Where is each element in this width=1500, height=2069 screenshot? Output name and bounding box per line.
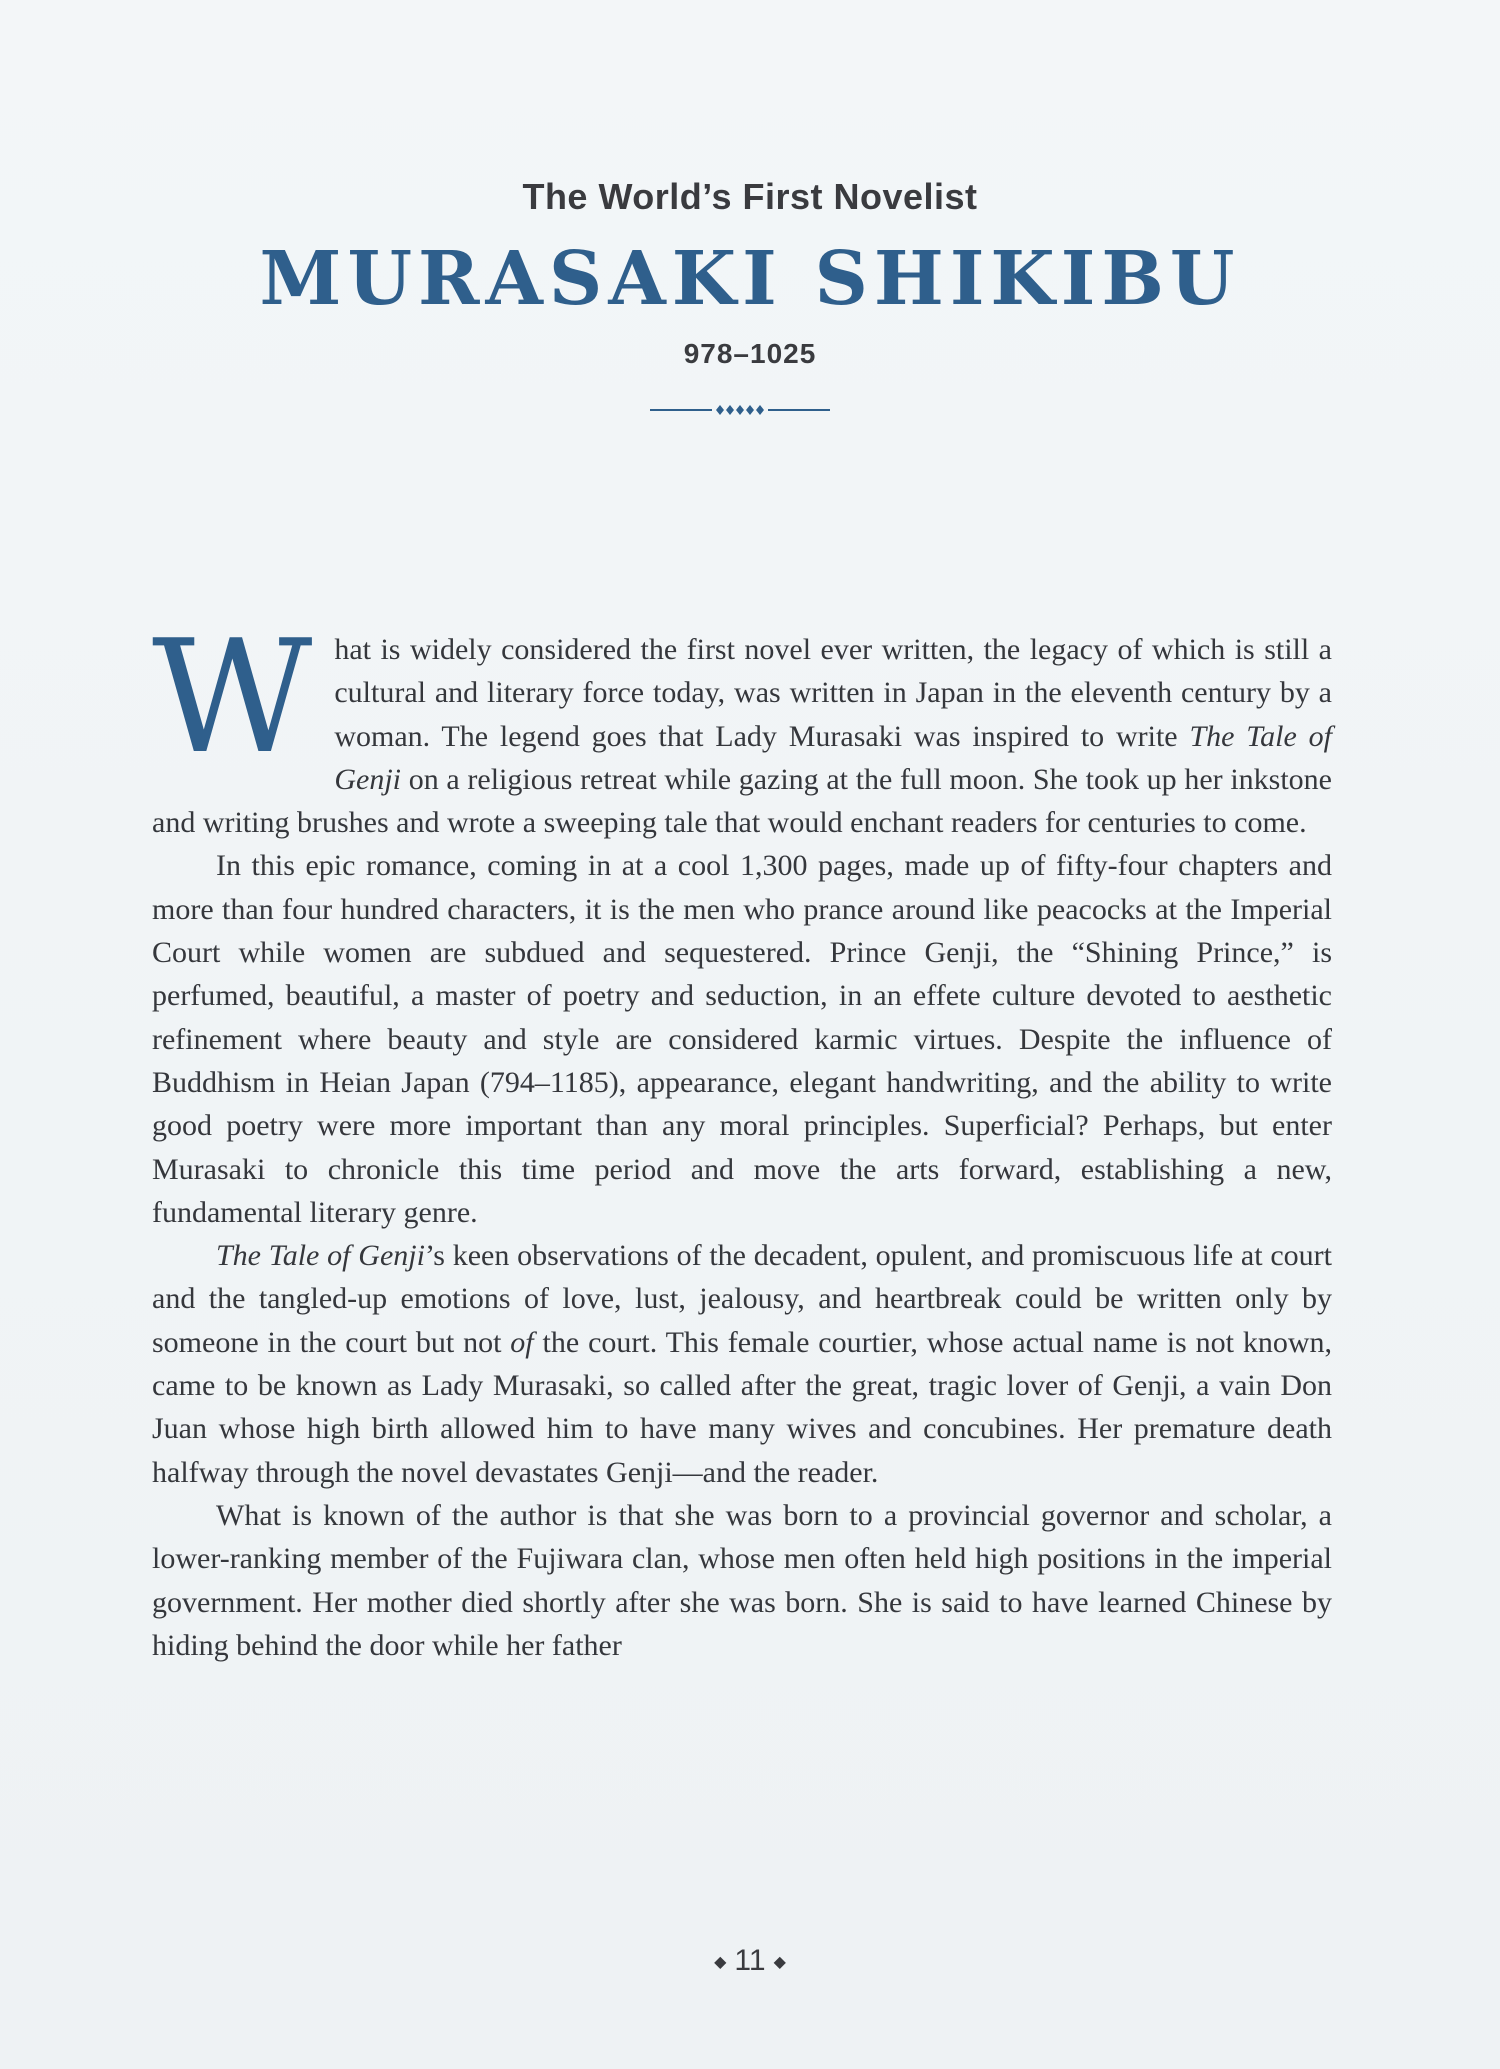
paragraph-1: [152, 606, 1332, 844]
book-title: The Tale of Genji: [216, 1239, 425, 1273]
emphasis-of: of: [510, 1325, 534, 1359]
article-body: [152, 606, 1332, 1667]
paragraph-3-text-b: the court. This female courtier, whose actual name is not known, came to be known as Lady Murasaki, so called after the great, tragic lover of Genji, a vain Don Juan whose high birth allowed him to have many wives and concubines. Her premature death halfway through the novel devastates Genji—and the reader.: [152, 1325, 1332, 1489]
kicker-title: The World’s First Novelist: [522, 176, 978, 217]
diamond-icon: ◆: [714, 1954, 727, 1972]
drop-cap: W: [152, 606, 313, 788]
subject-name: MURASAKI SHIKIBU: [259, 236, 1241, 322]
page-footer: [0, 1944, 1500, 1978]
paragraph-1-text-a: hat is widely considered the first novel ever written, the legacy of which is still a cultural and literary force today, was written in Japan in the eleventh century by a woman. The legend goes that Lady Murasaki was inspired to write: [334, 633, 1332, 753]
page-number: 11: [734, 1944, 766, 1977]
book-title: The Tale of Genji: [334, 719, 1332, 796]
diamond-icon: ◆: [773, 1954, 786, 1972]
paragraph-4: What is known of the author is that she was born to a provincial governor and scholar, a lower-ranking member of the Fujiwara clan, whose men often held high positions in the imperial government. Her mother died shortly after she was born. She is said to have learned Chinese by hiding behind the door while her father: [152, 1498, 1332, 1662]
paragraph-2: In this epic romance, coming in at a cool 1,300 pages, made up of fifty-four chapters and more than four hundred characters, it is the men who prance around like peacocks at the Imperial Court while women are subdued and sequestered. Prince Genji, the “Shining Prince,” is perfumed, beautiful, a master of poetry and seduction, in an effete culture devoted to aesthetic refinement where beauty and style are considered karmic virtues. Despite the influence of Buddhism in Heian Japan (794–1185), appearance, elegant handwriting, and the ability to write good poetry were more important than any moral principles. Superficial? Perhaps, but enter Murasaki to chronicle this time period and move the arts forward, establishing a new, fundamental literary genre.: [152, 849, 1332, 1229]
ornament-divider-icon: [650, 402, 830, 418]
paragraph-3: [152, 1234, 1332, 1494]
life-dates: 978–1025: [683, 338, 817, 369]
paragraph-1-text-b: on a religious retreat while gazing at the full moon. She took up her inkstone and writing brushes and wrote a sweeping tale that would enchant readers for centuries to come.: [152, 762, 1332, 840]
paragraph-3-text-a: ’s keen observations of the decadent, opulent, and promiscuous life at court and the tangled-up emotions of love, lust, jealousy, and heartbreak could be written only by someone in the court but not: [152, 1239, 1332, 1359]
